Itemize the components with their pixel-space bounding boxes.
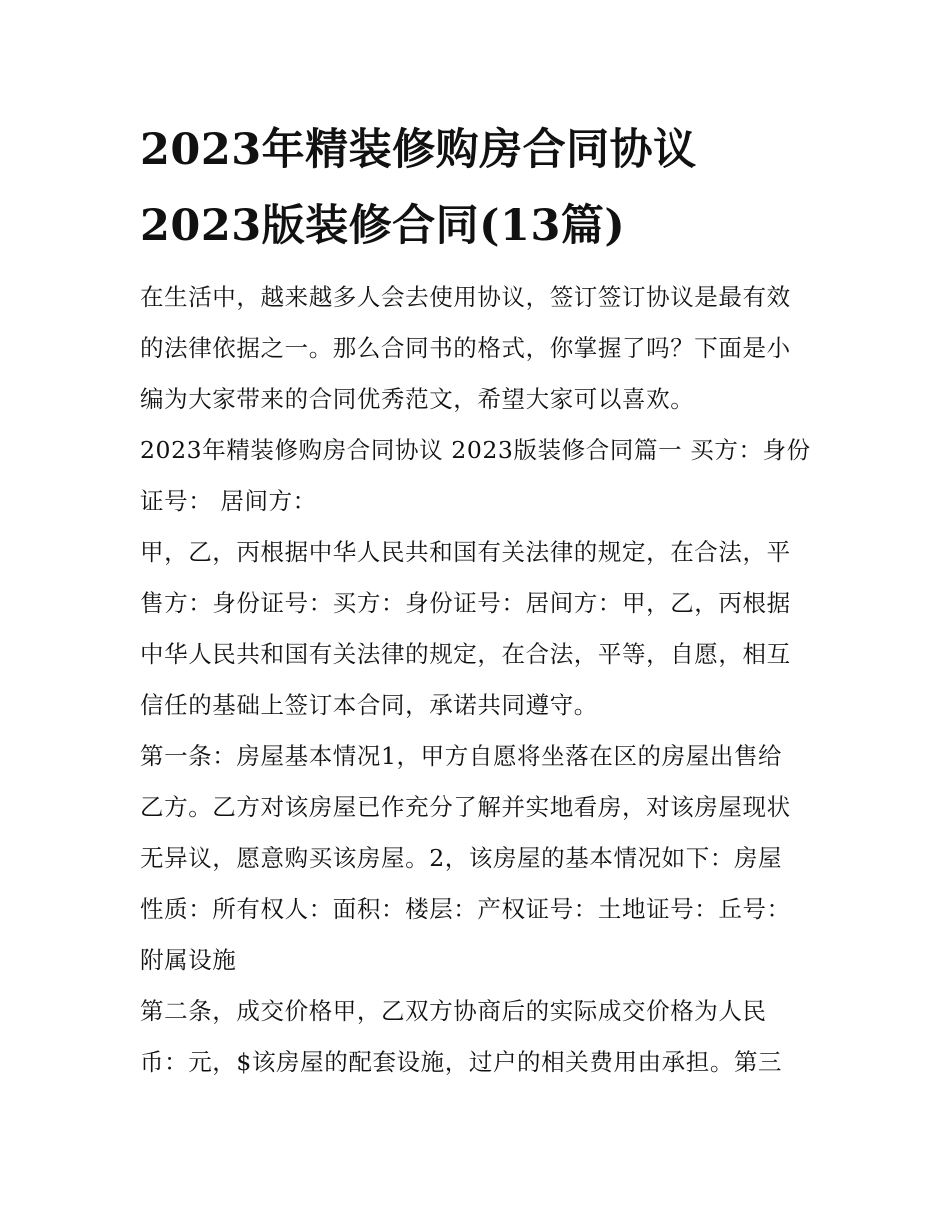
body-line: 2023年精装修购房合同协议 2023版装修合同篇一 买方：身份 — [140, 436, 811, 464]
body-line: 编为大家带来的合同优秀范文，希望大家可以喜欢。 — [140, 385, 695, 413]
body-line: 中华人民共和国有关法律的规定，在合法，平等，自愿，相互 — [140, 640, 791, 668]
title-line-1: 2023年精装修购房合同协议 — [140, 125, 697, 175]
body-line: 信任的基础上签订本合同，承诺共同遵守。 — [140, 691, 598, 719]
body-line: 性质：所有权人：面积：楼层：产权证号：土地证号：丘号： — [140, 895, 791, 923]
document-body — [140, 272, 820, 1088]
body-line: 证号： 居间方： — [140, 487, 317, 515]
body-line: 的法律依据之一。那么合同书的格式，你掌握了吗？下面是小 — [140, 334, 791, 362]
body-line: 第一条：房屋基本情况1，甲方自愿将坐落在区的房屋出售给 — [140, 742, 783, 770]
body-line: 在生活中，越来越多人会去使用协议，签订签订协议是最有效 — [140, 283, 791, 311]
body-line: 甲，乙，丙根据中华人民共和国有关法律的规定，在合法，平 — [140, 538, 791, 566]
body-line: 附属设施 — [140, 946, 237, 974]
body-line: 币：元，$该房屋的配套设施，过户的相关费用由承担。第三 — [140, 1048, 783, 1076]
body-line: 售方：身份证号：买方：身份证号：居间方：甲，乙，丙根据 — [140, 589, 791, 617]
body-line: 第二条，成交价格甲，乙双方协商后的实际成交价格为人民 — [140, 997, 767, 1025]
document-title — [140, 112, 840, 264]
title-line-2: 2023版装修合同(13篇) — [140, 201, 626, 251]
body-line: 乙方。乙方对该房屋已作充分了解并实地看房，对该房屋现状 — [140, 793, 791, 821]
body-line: 无异议，愿意购买该房屋。2，该房屋的基本情况如下：房屋 — [140, 844, 783, 872]
